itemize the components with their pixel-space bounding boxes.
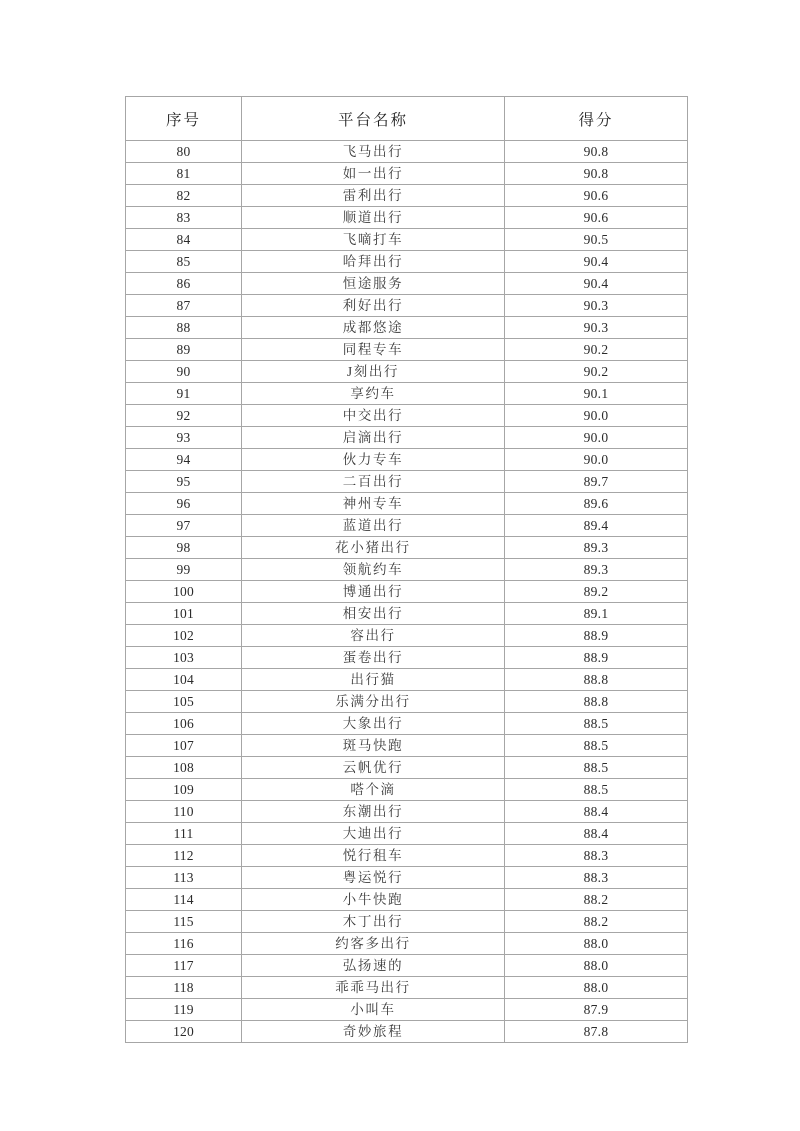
table-row <box>126 603 688 625</box>
table-row <box>126 581 688 603</box>
cell-index: 114 <box>126 889 242 911</box>
table-row <box>126 757 688 779</box>
table-row <box>126 427 688 449</box>
table-row <box>126 493 688 515</box>
cell-score: 88.5 <box>505 713 688 735</box>
cell-index: 97 <box>126 515 242 537</box>
cell-score: 88.5 <box>505 735 688 757</box>
table-row <box>126 361 688 383</box>
cell-score: 88.8 <box>505 669 688 691</box>
cell-index: 120 <box>126 1021 242 1043</box>
cell-index: 88 <box>126 317 242 339</box>
cell-score: 88.4 <box>505 801 688 823</box>
table-row <box>126 251 688 273</box>
cell-score: 88.5 <box>505 779 688 801</box>
cell-platform-name: 东潮出行 <box>242 801 505 823</box>
cell-score: 90.4 <box>505 273 688 295</box>
cell-index: 93 <box>126 427 242 449</box>
cell-score: 88.3 <box>505 845 688 867</box>
cell-platform-name: 成都悠途 <box>242 317 505 339</box>
cell-score: 87.8 <box>505 1021 688 1043</box>
table-row <box>126 273 688 295</box>
cell-platform-name: J刻出行 <box>242 361 505 383</box>
cell-index: 83 <box>126 207 242 229</box>
cell-platform-name: 约客多出行 <box>242 933 505 955</box>
table-row <box>126 713 688 735</box>
table-row <box>126 317 688 339</box>
table-row <box>126 515 688 537</box>
table-row <box>126 845 688 867</box>
table-row <box>126 383 688 405</box>
cell-platform-name: 神州专车 <box>242 493 505 515</box>
cell-platform-name: 乐满分出行 <box>242 691 505 713</box>
cell-score: 90.4 <box>505 251 688 273</box>
cell-platform-name: 斑马快跑 <box>242 735 505 757</box>
table-row <box>126 669 688 691</box>
cell-platform-name: 乖乖马出行 <box>242 977 505 999</box>
cell-platform-name: 木丁出行 <box>242 911 505 933</box>
table-row <box>126 229 688 251</box>
cell-platform-name: 大迪出行 <box>242 823 505 845</box>
cell-platform-name: 相安出行 <box>242 603 505 625</box>
cell-platform-name: 二百出行 <box>242 471 505 493</box>
cell-platform-name: 蛋卷出行 <box>242 647 505 669</box>
table-row <box>126 867 688 889</box>
cell-index: 102 <box>126 625 242 647</box>
cell-platform-name: 享约车 <box>242 383 505 405</box>
table-row <box>126 735 688 757</box>
cell-score: 88.2 <box>505 889 688 911</box>
cell-index: 110 <box>126 801 242 823</box>
cell-score: 90.3 <box>505 317 688 339</box>
cell-index: 84 <box>126 229 242 251</box>
cell-score: 90.8 <box>505 163 688 185</box>
cell-score: 90.3 <box>505 295 688 317</box>
table-row <box>126 999 688 1021</box>
cell-index: 100 <box>126 581 242 603</box>
cell-index: 98 <box>126 537 242 559</box>
cell-index: 113 <box>126 867 242 889</box>
cell-score: 89.4 <box>505 515 688 537</box>
cell-platform-name: 云帆优行 <box>242 757 505 779</box>
table-row <box>126 955 688 977</box>
cell-platform-name: 花小猪出行 <box>242 537 505 559</box>
cell-index: 107 <box>126 735 242 757</box>
table-row <box>126 911 688 933</box>
cell-platform-name: 雷利出行 <box>242 185 505 207</box>
cell-platform-name: 伙力专车 <box>242 449 505 471</box>
table-row <box>126 141 688 163</box>
cell-platform-name: 同程专车 <box>242 339 505 361</box>
table-header <box>126 97 688 141</box>
cell-index: 109 <box>126 779 242 801</box>
cell-score: 90.8 <box>505 141 688 163</box>
cell-index: 85 <box>126 251 242 273</box>
platform-score-ranking-table <box>125 96 688 1043</box>
cell-platform-name: 蓝道出行 <box>242 515 505 537</box>
cell-index: 119 <box>126 999 242 1021</box>
cell-score: 90.2 <box>505 339 688 361</box>
cell-platform-name: 出行猫 <box>242 669 505 691</box>
cell-score: 88.0 <box>505 933 688 955</box>
cell-score: 90.2 <box>505 361 688 383</box>
cell-score: 88.0 <box>505 955 688 977</box>
cell-index: 112 <box>126 845 242 867</box>
cell-score: 88.5 <box>505 757 688 779</box>
column-header-name: 平台名称 <box>242 97 505 141</box>
cell-platform-name: 中交出行 <box>242 405 505 427</box>
cell-index: 81 <box>126 163 242 185</box>
cell-platform-name: 顺道出行 <box>242 207 505 229</box>
cell-score: 89.6 <box>505 493 688 515</box>
column-header-index: 序号 <box>126 97 242 141</box>
cell-platform-name: 奇妙旅程 <box>242 1021 505 1043</box>
cell-index: 99 <box>126 559 242 581</box>
cell-platform-name: 小牛快跑 <box>242 889 505 911</box>
cell-platform-name: 领航约车 <box>242 559 505 581</box>
table-container <box>125 96 687 1043</box>
cell-index: 92 <box>126 405 242 427</box>
table-row <box>126 801 688 823</box>
cell-index: 111 <box>126 823 242 845</box>
cell-index: 103 <box>126 647 242 669</box>
cell-score: 89.3 <box>505 559 688 581</box>
cell-index: 86 <box>126 273 242 295</box>
table-row <box>126 537 688 559</box>
table-row <box>126 933 688 955</box>
cell-score: 89.1 <box>505 603 688 625</box>
cell-platform-name: 容出行 <box>242 625 505 647</box>
cell-index: 115 <box>126 911 242 933</box>
cell-index: 82 <box>126 185 242 207</box>
cell-index: 106 <box>126 713 242 735</box>
cell-platform-name: 粤运悦行 <box>242 867 505 889</box>
cell-platform-name: 悦行租车 <box>242 845 505 867</box>
cell-score: 88.4 <box>505 823 688 845</box>
cell-score: 88.9 <box>505 647 688 669</box>
cell-score: 89.7 <box>505 471 688 493</box>
cell-index: 116 <box>126 933 242 955</box>
cell-score: 87.9 <box>505 999 688 1021</box>
cell-index: 80 <box>126 141 242 163</box>
cell-score: 90.1 <box>505 383 688 405</box>
table-row <box>126 207 688 229</box>
cell-platform-name: 恒途服务 <box>242 273 505 295</box>
cell-platform-name: 哈拜出行 <box>242 251 505 273</box>
cell-platform-name: 小叫车 <box>242 999 505 1021</box>
cell-index: 94 <box>126 449 242 471</box>
table-row <box>126 185 688 207</box>
table-row <box>126 977 688 999</box>
table-row <box>126 691 688 713</box>
cell-platform-name: 博通出行 <box>242 581 505 603</box>
cell-score: 88.3 <box>505 867 688 889</box>
cell-score: 88.0 <box>505 977 688 999</box>
cell-score: 90.0 <box>505 427 688 449</box>
table-row <box>126 339 688 361</box>
table-row <box>126 295 688 317</box>
cell-index: 89 <box>126 339 242 361</box>
column-header-score: 得分 <box>505 97 688 141</box>
table-header-row <box>126 97 688 141</box>
cell-index: 96 <box>126 493 242 515</box>
table-row <box>126 889 688 911</box>
cell-index: 108 <box>126 757 242 779</box>
table-row <box>126 163 688 185</box>
cell-platform-name: 弘扬速的 <box>242 955 505 977</box>
cell-score: 90.5 <box>505 229 688 251</box>
cell-platform-name: 利好出行 <box>242 295 505 317</box>
cell-score: 88.2 <box>505 911 688 933</box>
cell-platform-name: 启滴出行 <box>242 427 505 449</box>
cell-index: 91 <box>126 383 242 405</box>
cell-platform-name: 飞马出行 <box>242 141 505 163</box>
cell-score: 89.3 <box>505 537 688 559</box>
cell-index: 104 <box>126 669 242 691</box>
cell-index: 87 <box>126 295 242 317</box>
table-row <box>126 625 688 647</box>
cell-score: 89.2 <box>505 581 688 603</box>
table-row <box>126 1021 688 1043</box>
cell-index: 105 <box>126 691 242 713</box>
cell-platform-name: 如一出行 <box>242 163 505 185</box>
table-row <box>126 647 688 669</box>
cell-score: 88.9 <box>505 625 688 647</box>
cell-score: 90.6 <box>505 207 688 229</box>
cell-score: 90.0 <box>505 405 688 427</box>
cell-score: 90.0 <box>505 449 688 471</box>
table-row <box>126 559 688 581</box>
cell-index: 101 <box>126 603 242 625</box>
table-body <box>126 141 688 1043</box>
cell-platform-name: 嗒个滴 <box>242 779 505 801</box>
cell-platform-name: 大象出行 <box>242 713 505 735</box>
table-row <box>126 405 688 427</box>
cell-score: 90.6 <box>505 185 688 207</box>
table-row <box>126 449 688 471</box>
cell-index: 90 <box>126 361 242 383</box>
table-row <box>126 471 688 493</box>
cell-index: 95 <box>126 471 242 493</box>
cell-platform-name: 飞嘀打车 <box>242 229 505 251</box>
cell-score: 88.8 <box>505 691 688 713</box>
table-row <box>126 779 688 801</box>
table-row <box>126 823 688 845</box>
cell-index: 117 <box>126 955 242 977</box>
cell-index: 118 <box>126 977 242 999</box>
